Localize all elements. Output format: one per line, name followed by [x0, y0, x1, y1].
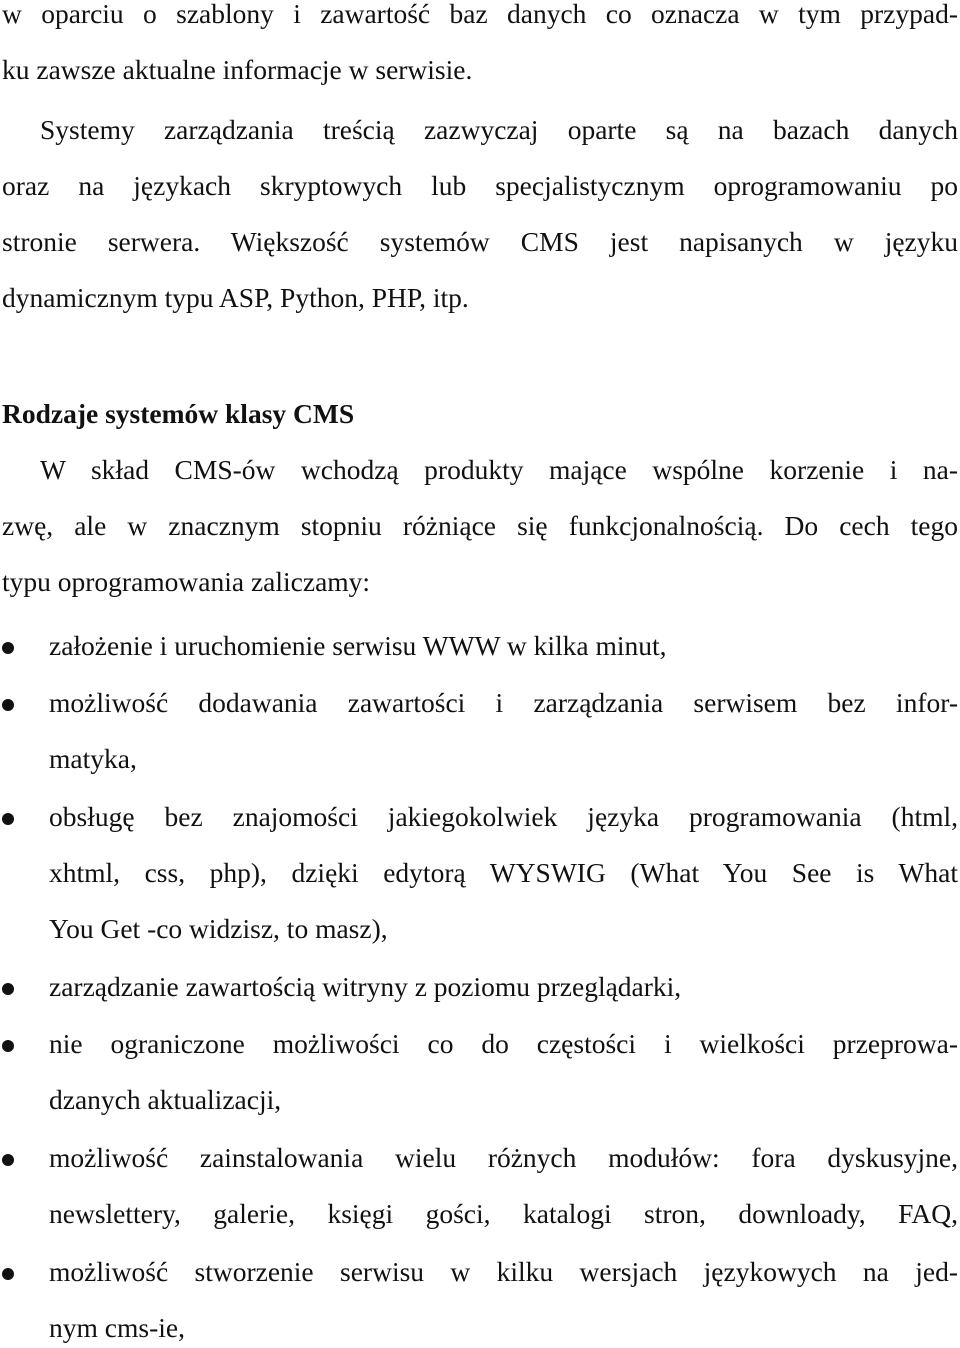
bullet-3-line-1: obsługę bez znajomości jakiegokolwiek języka programowania (html,: [49, 801, 958, 832]
bullet-2-line-1: możliwość dodawania zawartości i zarządzania serwisem bez infor-: [49, 687, 958, 718]
bullet-6-line-2: newslettery, galerie, księgi gości, katalogi stron, downloady, FAQ,: [49, 1198, 958, 1229]
bullet-2-dot: [2, 699, 14, 711]
bullet-6-line-1: możliwość zainstalowania wielu różnych modułów: fora dyskusyjne,: [49, 1142, 958, 1173]
section-heading: Rodzaje systemów klasy CMS: [2, 398, 355, 429]
bullet-3-line-3: You Get -co widzisz, to masz),: [49, 913, 388, 944]
bullet-3-line-2: xhtml, css, php), dzięki edytorą WYSWIG (What You See is What: [49, 857, 958, 888]
bullet-5-dot: [2, 1040, 14, 1052]
intro-line-4: oraz na językach skryptowych lub specjalistycznym oprogramowaniu po: [2, 170, 958, 201]
bullet-5-line-1: nie ograniczone możliwości co do częstości i wielkości przeprowa-: [49, 1028, 958, 1059]
bullet-5-line-2: dzanych aktualizacji,: [49, 1084, 282, 1115]
bullet-7-line-1: możliwość stworzenie serwisu w kilku wersjach językowych na jed-: [49, 1256, 958, 1287]
bullet-6-dot: [2, 1154, 14, 1166]
bullet-3-dot: [2, 813, 14, 825]
bullet-4-line-1: zarządzanie zawartością witryny z poziomu przeglądarki,: [49, 971, 682, 1002]
bullet-2-line-2: matyka,: [49, 743, 137, 774]
section-line-2: zwę, ale w znacznym stopniu różniące się funkcjonalnością. Do cech tego: [2, 510, 958, 541]
bullet-7-line-2: nym cms-ie,: [49, 1312, 185, 1343]
intro-line-5: stronie serwera. Większość systemów CMS jest napisanych w języku: [2, 226, 958, 257]
intro-line-3: Systemy zarządzania treścią zazwyczaj oparte są na bazach danych: [40, 114, 958, 145]
bullet-4-dot: [2, 983, 14, 995]
section-line-1: W skład CMS-ów wchodzą produkty mające wspólne korzenie i na-: [40, 454, 958, 485]
intro-line-6: dynamicznym typu ASP, Python, PHP, itp.: [2, 282, 469, 313]
intro-line-1: w oparciu o szablony i zawartość baz danych co oznacza w tym przypad-: [2, 0, 958, 29]
intro-line-2: ku zawsze aktualne informacje w serwisie.: [2, 54, 473, 85]
bullet-1-line-1: założenie i uruchomienie serwisu WWW w kilka minut,: [49, 630, 667, 661]
bullet-7-dot: [2, 1268, 14, 1280]
bullet-1-dot: [2, 642, 14, 654]
section-line-3: typu oprogramowania zaliczamy:: [2, 566, 371, 597]
